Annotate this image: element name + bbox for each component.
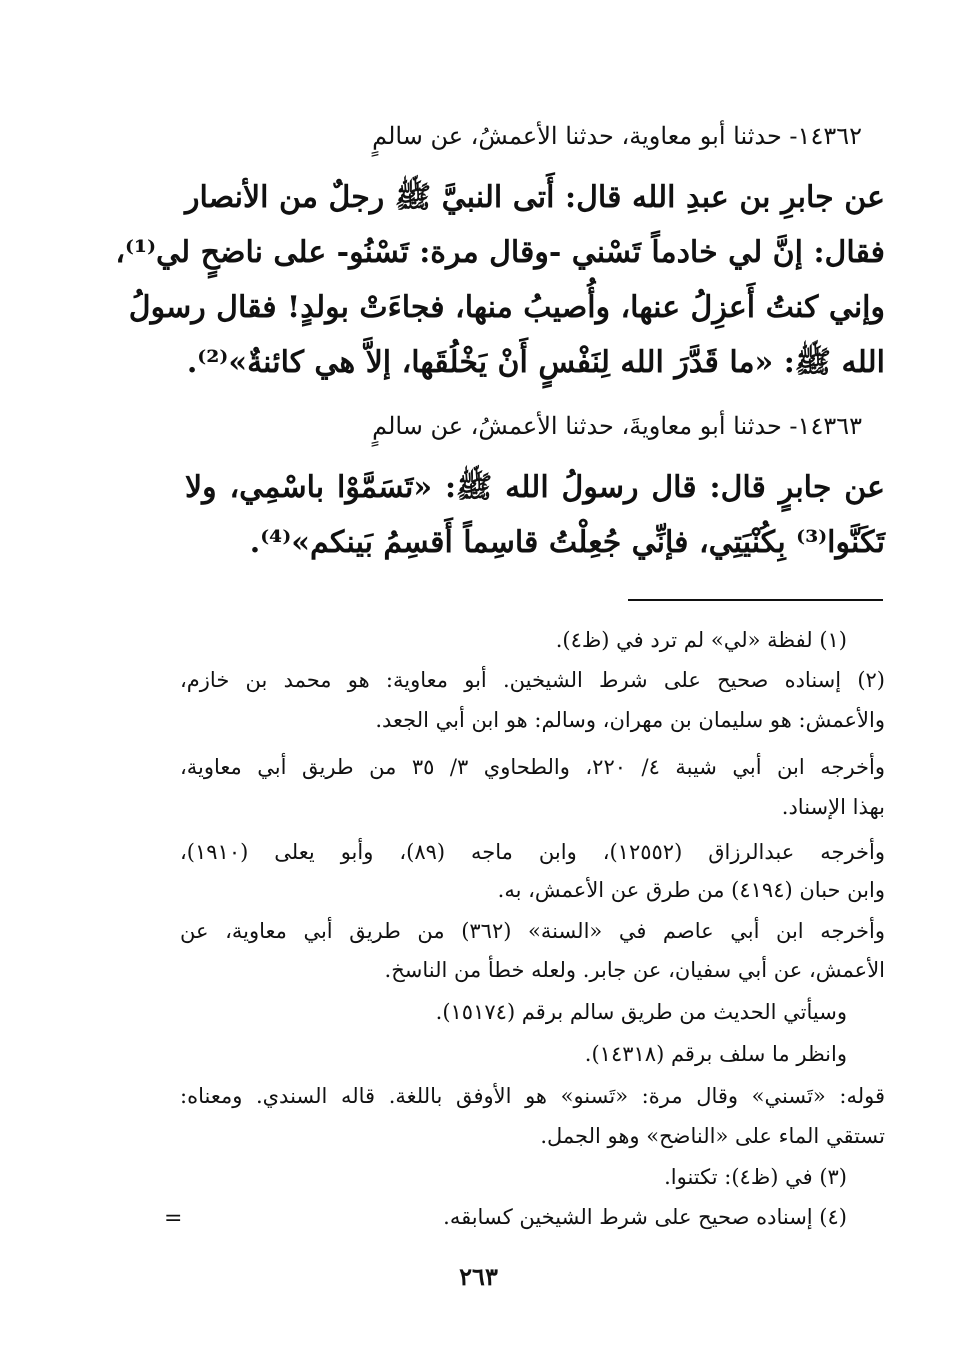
hadith-text-line: الله ﷺ: «ما قَدَّرَ الله لِنَفْسٍ أَنْ يَخْلُقَها، إلاَّ هي كائنةٌ»⁽²⁾. (186, 345, 885, 380)
footnote-line: وسيأتي الحديث من طريق سالم برقم (١٥١٧٤). (435, 1000, 847, 1024)
footnote-separator (628, 599, 883, 601)
footnote-line: وأخرجه عبدالرزاق (١٢٥٥٢)، وابن ماجه (٨٩)، وأبو يعلى (١٩١٠)، (180, 840, 885, 864)
footnote-line: والأعمش: هو سليمان بن مهران، وسالم: هو ابن أبي الجعد. (375, 708, 885, 732)
footnote-line: (٣) في (ظ٤): تكتنوا. (664, 1165, 847, 1189)
footnote-line: وانظر ما سلف برقم (١٤٣١٨). (584, 1042, 847, 1066)
footnote-line: قوله: «تَسني» وقال مرة: «تَسنو» هو الأوفق باللغة. قاله السندي. ومعناه: (180, 1084, 885, 1108)
hadith-text-line: فقال: إنَّ لي خادماً تَسْني -وقال مرة: تَسْنُو- على ناضحٍ لي⁽¹⁾، (115, 235, 885, 270)
hadith-heading: ١٤٣٦٢- حدثنا أبو معاوية، حدثنا الأعمشُ، عن سالمٍ (372, 122, 862, 150)
continuation-mark: = (164, 1206, 183, 1231)
hadith-text-line: عن جابرٍ قال: قال رسولُ الله ﷺ: «تَسَمَّوْا باسْمِي، ولا (185, 470, 885, 505)
footnote-line: (٤) إسناده صحيح على شرط الشيخين كسابقه. (443, 1205, 847, 1229)
page-number: ٢٦٣ (459, 1262, 498, 1291)
footnote-line: بهذا الإسناد. (781, 795, 885, 819)
hadith-heading: ١٤٣٦٣- حدثنا أبو معاويةَ، حدثنا الأعمشُ، عن سالمٍ (372, 412, 862, 440)
hadith-text-line: تَكَنَّوا⁽³⁾ بِكُنْيَتِي، فإنِّي جُعِلْتُ قاسِماً أَقسِمُ بَينكم»⁽⁴⁾. (249, 525, 885, 560)
footnote-line: تستقي الماء على «الناضح» وهو الجمل. (540, 1124, 885, 1148)
footnote-line: (١) لفظة «لي» لم ترد في (ظ٤). (555, 628, 847, 652)
footnote-line: وابن حبان (٤١٩٤) من طرق عن الأعمش، به. (497, 878, 885, 902)
footnote-line: وأخرجه ابن أبي شيبة ٤/ ٢٢٠، والطحاوي ٣/ ٣٥ من طريق أبي معاوية، (180, 755, 885, 779)
hadith-text-line: عن جابرِ بن عبدِ الله قال: أَتى النبيَّ ﷺ رجلٌ من الأنصار (185, 180, 885, 215)
footnote-line: الأعمش، عن أبي سفيان، عن جابر. ولعله خطأ من الناسخ. (384, 958, 885, 982)
hadith-text-line: وإني كنتُ أَعزِلُ عنها، وأُصيبُ منها، فجاءَتْ بولدٍ! فقال رسولُ (128, 290, 885, 325)
footnote-line: وأخرجه ابن أبي عاصم في «السنة» (٣٦٢) من طريق أبي معاوية، عن (180, 919, 885, 943)
footnote-line: (٢) إسناده صحيح على شرط الشيخين. أبو معاوية: هو محمد بن خازم، (180, 668, 885, 692)
